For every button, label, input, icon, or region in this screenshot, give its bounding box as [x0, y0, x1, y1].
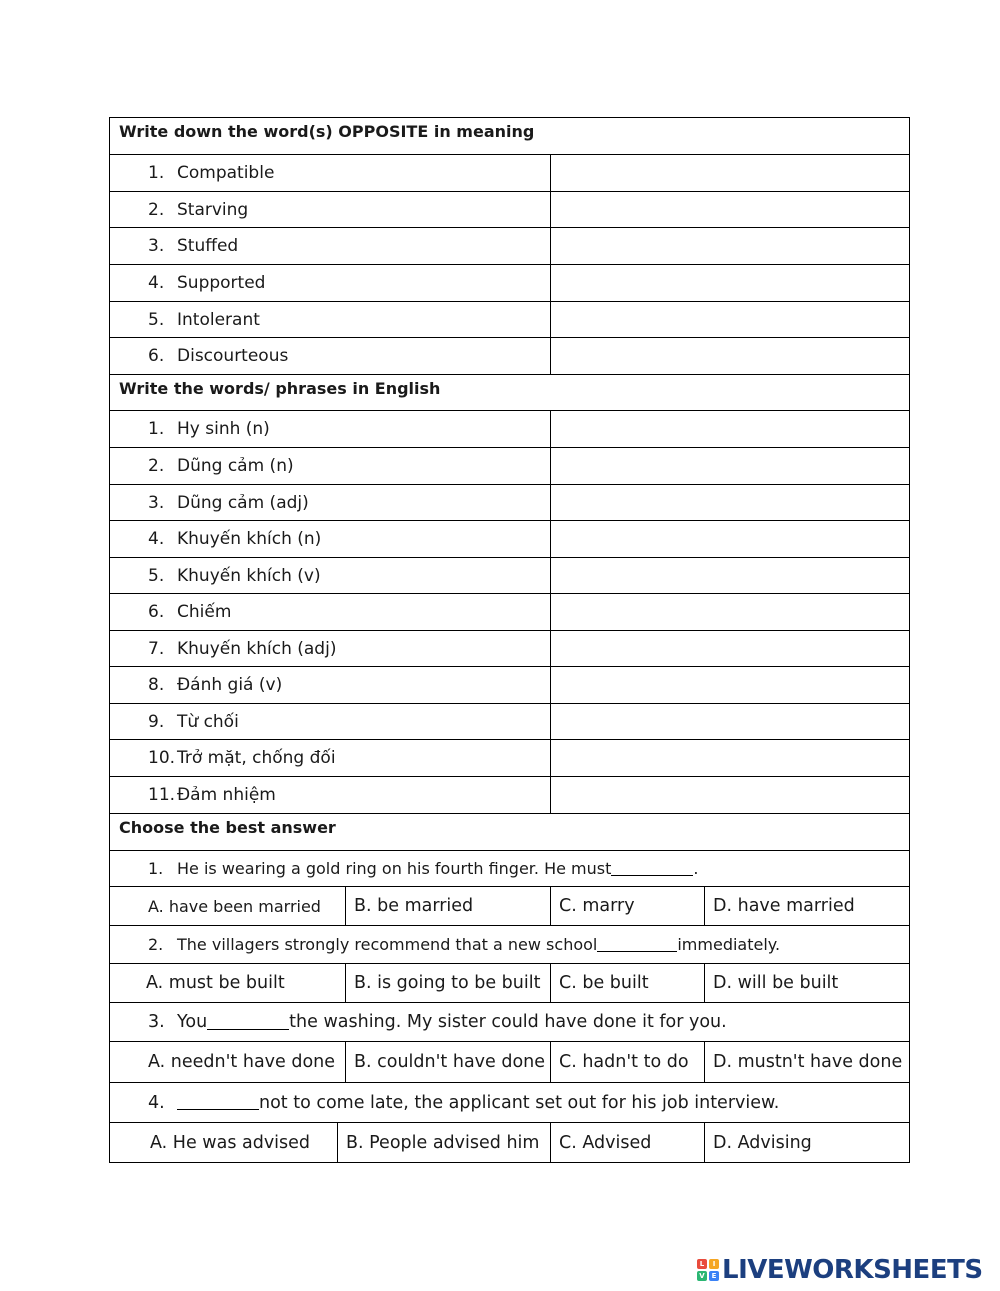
option-a[interactable]: A. must be built [109, 963, 346, 1003]
question-row [109, 1002, 908, 1042]
english-row [109, 666, 908, 704]
answer-blank[interactable] [207, 1015, 289, 1030]
item-number: 3. [148, 492, 165, 513]
question-number: 3. [148, 1012, 165, 1032]
english-row [109, 593, 908, 631]
opposite-row [109, 227, 908, 265]
answer-cell[interactable] [550, 520, 910, 558]
item-word: Starving [177, 199, 249, 220]
question-text-after: the washing. My sister could have done it for you. [289, 1012, 727, 1032]
answer-cell[interactable] [550, 630, 910, 667]
item-word: Dũng cảm (n) [177, 456, 294, 476]
item-word: Discourteous [177, 346, 289, 366]
answer-cell[interactable] [550, 410, 910, 448]
logo-mark-icon [697, 1259, 719, 1281]
item-number: 7. [148, 638, 165, 659]
answer-blank[interactable] [611, 861, 693, 876]
answer-cell[interactable] [550, 264, 910, 302]
options-row [109, 1122, 908, 1163]
question-number: 4. [148, 1092, 165, 1113]
item-word: Stuffed [177, 236, 239, 256]
item-word: Hy sinh (n) [177, 419, 270, 439]
answer-cell[interactable] [550, 484, 910, 521]
answer-cell[interactable] [550, 593, 910, 631]
logo-letter: I [709, 1259, 719, 1269]
option-d[interactable]: D. Advising [704, 1122, 910, 1163]
item-number: 8. [148, 675, 165, 695]
answer-cell[interactable] [550, 666, 910, 704]
item-word: Đảm nhiệm [177, 785, 276, 805]
answer-cell[interactable] [550, 227, 910, 265]
liveworksheets-logo[interactable] [697, 1254, 983, 1286]
answer-blank[interactable] [597, 937, 677, 952]
item-number: 5. [148, 565, 165, 586]
answer-cell[interactable] [550, 154, 910, 192]
item-number: 2. [148, 199, 165, 220]
option-c[interactable]: C. be built [550, 963, 705, 1003]
question-row [109, 925, 908, 964]
question-row [109, 1082, 908, 1123]
option-d[interactable]: D. will be built [704, 963, 910, 1003]
question-number: 2. [148, 935, 164, 954]
answer-cell[interactable] [550, 301, 910, 338]
options-row [109, 886, 908, 926]
answer-cell[interactable] [550, 776, 910, 814]
english-row [109, 703, 908, 740]
item-word: Đánh giá (v) [177, 675, 283, 695]
english-row [109, 739, 908, 777]
logo-letter: L [697, 1259, 707, 1269]
item-word: Compatible [177, 163, 275, 183]
opposite-row [109, 301, 908, 338]
answer-cell[interactable] [550, 337, 910, 375]
option-d[interactable]: D. have married [704, 886, 910, 926]
question-text-before: He is wearing a gold ring on his fourth finger. He must [177, 859, 612, 878]
english-row [109, 520, 908, 558]
item-number: 2. [148, 456, 165, 476]
logo-text: LIVEWORKSHEETS [722, 1255, 983, 1285]
question-text-before: The villagers strongly recommend that a new school [177, 935, 598, 954]
item-number: 5. [148, 309, 165, 330]
item-word: Khuyến khích (n) [177, 529, 322, 549]
section-header-choose [109, 813, 908, 851]
option-b[interactable]: B. couldn't have done [345, 1041, 551, 1083]
item-number: 3. [148, 236, 165, 256]
item-word: Từ chối [177, 711, 239, 732]
item-number: 1. [148, 419, 165, 439]
section-title: Write down the word(s) OPPOSITE in meaning [109, 117, 910, 155]
option-b[interactable]: B. People advised him [337, 1122, 551, 1163]
answer-cell[interactable] [550, 703, 910, 740]
item-number: 10. [148, 748, 176, 768]
question-text-after: not to come late, the applicant set out for his job interview. [259, 1092, 780, 1113]
option-a[interactable]: A. He was advised [109, 1122, 338, 1163]
opposite-row [109, 264, 908, 302]
english-row [109, 776, 908, 814]
options-row [109, 1041, 908, 1083]
section-header-opposite [109, 117, 908, 155]
item-word: Trở mặt, chống đối [177, 748, 336, 768]
options-row [109, 963, 908, 1003]
answer-cell[interactable] [550, 447, 910, 485]
logo-letter: V [697, 1271, 707, 1281]
section-title: Choose the best answer [109, 813, 910, 851]
english-row [109, 630, 908, 667]
worksheet-table [109, 117, 910, 1163]
option-d[interactable]: D. mustn't have done [704, 1041, 910, 1083]
english-row [109, 410, 908, 448]
option-a[interactable]: A. have been married [109, 886, 346, 926]
opposite-row [109, 154, 908, 192]
opposite-row [109, 337, 908, 375]
item-number: 11. [148, 785, 176, 805]
section-header-english [109, 374, 908, 411]
item-word: Khuyến khích (v) [177, 565, 321, 586]
option-c[interactable]: C. marry [550, 886, 705, 926]
item-number: 4. [148, 273, 165, 293]
english-row [109, 484, 908, 521]
item-word: Dũng cảm (adj) [177, 492, 309, 513]
answer-cell[interactable] [550, 557, 910, 594]
question-text-after: . [693, 859, 699, 878]
answer-cell[interactable] [550, 191, 910, 228]
option-b[interactable]: B. is going to be built [345, 963, 551, 1003]
section-title: Write the words/ phrases in English [109, 374, 910, 411]
item-number: 4. [148, 529, 165, 549]
english-row [109, 557, 908, 594]
option-c[interactable]: C. hadn't to do [550, 1041, 705, 1083]
question-number: 1. [148, 859, 164, 878]
question-text-after: immediately. [677, 935, 781, 954]
option-a[interactable]: A. needn't have done [109, 1041, 346, 1083]
opposite-row [109, 191, 908, 228]
answer-cell[interactable] [550, 739, 910, 777]
answer-blank[interactable] [177, 1095, 259, 1110]
item-number: 6. [148, 602, 165, 622]
question-row [109, 850, 908, 887]
english-row [109, 447, 908, 485]
option-c[interactable]: C. Advised [550, 1122, 705, 1163]
option-b[interactable]: B. be married [345, 886, 551, 926]
item-word: Supported [177, 273, 266, 293]
item-number: 1. [148, 163, 165, 183]
item-word: Intolerant [177, 309, 260, 330]
item-number: 9. [148, 711, 165, 732]
item-word: Chiếm [177, 602, 232, 622]
item-number: 6. [148, 346, 165, 366]
question-text-before: You [177, 1012, 208, 1032]
logo-letter: E [709, 1271, 719, 1281]
item-word: Khuyến khích (adj) [177, 638, 337, 659]
